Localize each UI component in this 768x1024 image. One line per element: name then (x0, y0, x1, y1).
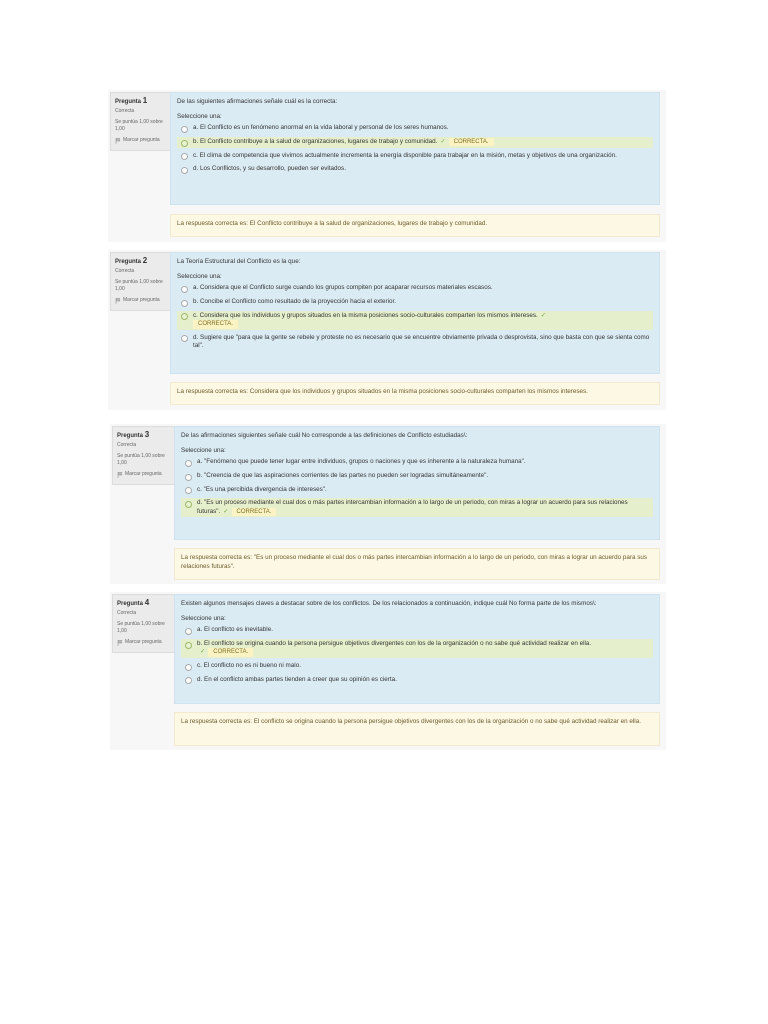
radio-button[interactable] (185, 628, 192, 635)
question-grade: Se puntúa 1,00 sobre 1,00 (117, 453, 165, 466)
radio-button[interactable] (185, 642, 192, 649)
flag-icon (115, 138, 121, 144)
answer-option-b[interactable]: b. Concibe el Conflicto como resultado de la proyección hacia el exterior. (177, 297, 653, 308)
radio-button[interactable] (185, 487, 192, 494)
question-block-3 (110, 424, 666, 584)
radio-button[interactable] (181, 140, 188, 147)
check-icon: ✓ (223, 507, 229, 515)
answer-option-a[interactable]: a. El Conflicto es un fenómeno anormal en la vida laboral y personal de los seres humanos. (177, 123, 653, 134)
flag-question-link[interactable]: Marcar pregunta (117, 639, 173, 646)
answer-option-d[interactable]: d. En el conflicto ambas partes tienden a creer que su opinión es cierta. (181, 675, 653, 686)
question-info-1 (110, 92, 176, 151)
radio-button[interactable] (185, 474, 192, 481)
correct-answer-text: La respuesta correcta es: Considera que los individuos y grupos situados en la misma posiciones socio-culturales comparten los mismos intereses. (177, 388, 588, 395)
check-icon: ✓ (540, 311, 547, 319)
question-heading: Pregunta 1 (115, 96, 148, 105)
question-content-1 (170, 92, 660, 205)
question-text: De las siguientes afirmaciones señale cuál es la correcta: (177, 98, 338, 105)
select-prompt: Seleccione una: (181, 614, 226, 622)
question-block-2 (108, 250, 666, 410)
correct-badge: CORRECTA. (208, 648, 253, 657)
radio-button[interactable] (181, 300, 188, 307)
correct-answer-text: La respuesta correcta es: El conflicto se origina cuando la persona persigue objetivos divergentes con los de la organización o no sabe qué actividad realizar en ella. (181, 718, 641, 725)
feedback-box-1 (170, 214, 660, 237)
feedback-box-4 (174, 712, 660, 746)
radio-button[interactable] (181, 153, 188, 160)
radio-button[interactable] (181, 286, 188, 293)
correct-answer-text: La respuesta correcta es: El Conflicto contribuye a la salud de organizaciones, lugares de trabajo y comunidad. (177, 220, 488, 227)
question-info-2 (110, 252, 176, 311)
flag-question-link[interactable]: Marcar pregunta (117, 471, 173, 478)
flag-icon (117, 640, 123, 646)
answer-option-d[interactable]: d. Los Conflictos, y su desarrollo, pueden ser evitados. (177, 164, 653, 175)
question-content-2 (170, 252, 660, 374)
question-state: Correcta (115, 108, 135, 114)
correct-badge: CORRECTA. (193, 320, 238, 329)
check-icon: ✓ (440, 137, 446, 145)
question-text: La Teoría Estructural del Conflicto es la que: (177, 258, 301, 265)
feedback-box-3 (174, 548, 660, 580)
answer-option-d[interactable]: d. Sugiere que "para que la gente se rebele y proteste no es necesario que se encuentre obviamente privada o desprovista, sino que basta con que se sienta como tal". (177, 333, 653, 352)
question-block-4 (110, 592, 666, 750)
question-info-4 (112, 594, 178, 653)
question-heading: Pregunta 3 (117, 430, 150, 439)
answer-option-c[interactable]: c. Considera que los individuos y grupos situados en la misma posiciones socio-culturales comparten los mismos intereses. ✓ CORRECTA. (177, 311, 653, 330)
radio-button[interactable] (185, 677, 192, 684)
flag-icon (115, 298, 121, 304)
correct-badge: CORRECTA. (449, 138, 494, 147)
question-state: Correcta (117, 610, 137, 616)
question-text: Existen algunos mensajes claves a destacar sobre de los conflictos. De los relacionados a continuación, indique cuál No forma parte de los mismos\: (181, 600, 597, 607)
answer-option-c[interactable]: c. El conflicto no es ni bueno ni malo. (181, 661, 653, 672)
radio-button[interactable] (181, 126, 188, 133)
select-prompt: Seleccione una: (181, 446, 226, 454)
radio-button[interactable] (181, 335, 188, 342)
question-grade: Se puntúa 1,00 sobre 1,00 (117, 621, 165, 634)
flag-icon (117, 472, 123, 478)
question-heading: Pregunta 2 (115, 256, 148, 265)
flag-question-link[interactable]: Marcar pregunta (115, 137, 171, 144)
radio-button[interactable] (185, 501, 192, 508)
radio-button[interactable] (185, 664, 192, 671)
correct-badge: CORRECTA. (232, 508, 277, 517)
question-grade: Se puntúa 1,00 sobre 1,00 (115, 279, 163, 292)
flag-question-link[interactable]: Marcar pregunta (115, 297, 171, 304)
answer-option-b[interactable]: b. El Conflicto contribuye a la salud de organizaciones, lugares de trabajo y comunidad. ✓ CORRECTA. (177, 137, 653, 148)
answer-option-a[interactable]: a. El conflicto es inevitable. (181, 625, 653, 636)
answer-option-a[interactable]: a. "Fenómeno que puede tener lugar entre individuos, grupos o naciones y que es inherente a la naturaleza humana". (181, 457, 653, 468)
question-content-3 (174, 426, 660, 540)
check-icon: ✓ (200, 648, 206, 656)
answer-option-a[interactable]: a. Considera que el Conflicto surge cuando los grupos compiten por acaparar recursos materiales escasos. (177, 283, 653, 294)
question-state: Correcta (117, 442, 137, 448)
question-state: Correcta (115, 268, 135, 274)
answer-option-d[interactable]: d. "Es un proceso mediante el cual dos o más partes intercambian información a lo largo de un periodo, con miras a lograr un acuerdo para sus relaciones futuras". ✓ CORRECTA. (181, 498, 653, 517)
answer-option-b[interactable]: b. "Creencia de que las aspiraciones corrientes de las partes no pueden ser logradas simultáneamente". (181, 471, 653, 482)
answer-option-b[interactable]: b. El conflicto se origina cuando la persona persigue objetivos divergentes con los de la organización o no sabe qué actividad realizar en ella. ✓ CORRECTA. (181, 639, 653, 658)
question-info-3 (112, 426, 178, 485)
question-content-4 (174, 594, 660, 704)
question-grade: Se puntúa 1,00 sobre 1,00 (115, 119, 163, 132)
question-heading: Pregunta 4 (117, 598, 150, 607)
select-prompt: Seleccione una: (177, 112, 222, 120)
radio-button[interactable] (181, 313, 188, 320)
answer-option-c[interactable]: c. El clima de competencia que vivimos actualmente incrementa la energía disponible para trabajar en la misión, metas y objetivos de una organización. (177, 151, 653, 162)
correct-answer-text: La respuesta correcta es: "Es un proceso mediante el cual dos o más partes intercambian información a lo largo de un periodo, con miras a lograr un acuerdo para sus relaciones futuras". (181, 554, 648, 570)
radio-button[interactable] (181, 167, 188, 174)
question-text: De las afirmaciones siguientes señale cuál No corresponde a las definiciones de Conflicto estudiadas\: (181, 432, 468, 439)
radio-button[interactable] (185, 460, 192, 467)
answer-option-c[interactable]: c. "Es una percibida divergencia de intereses". (181, 485, 653, 496)
select-prompt: Seleccione una: (177, 272, 222, 280)
feedback-box-2 (170, 382, 660, 405)
question-block-1 (108, 90, 666, 242)
